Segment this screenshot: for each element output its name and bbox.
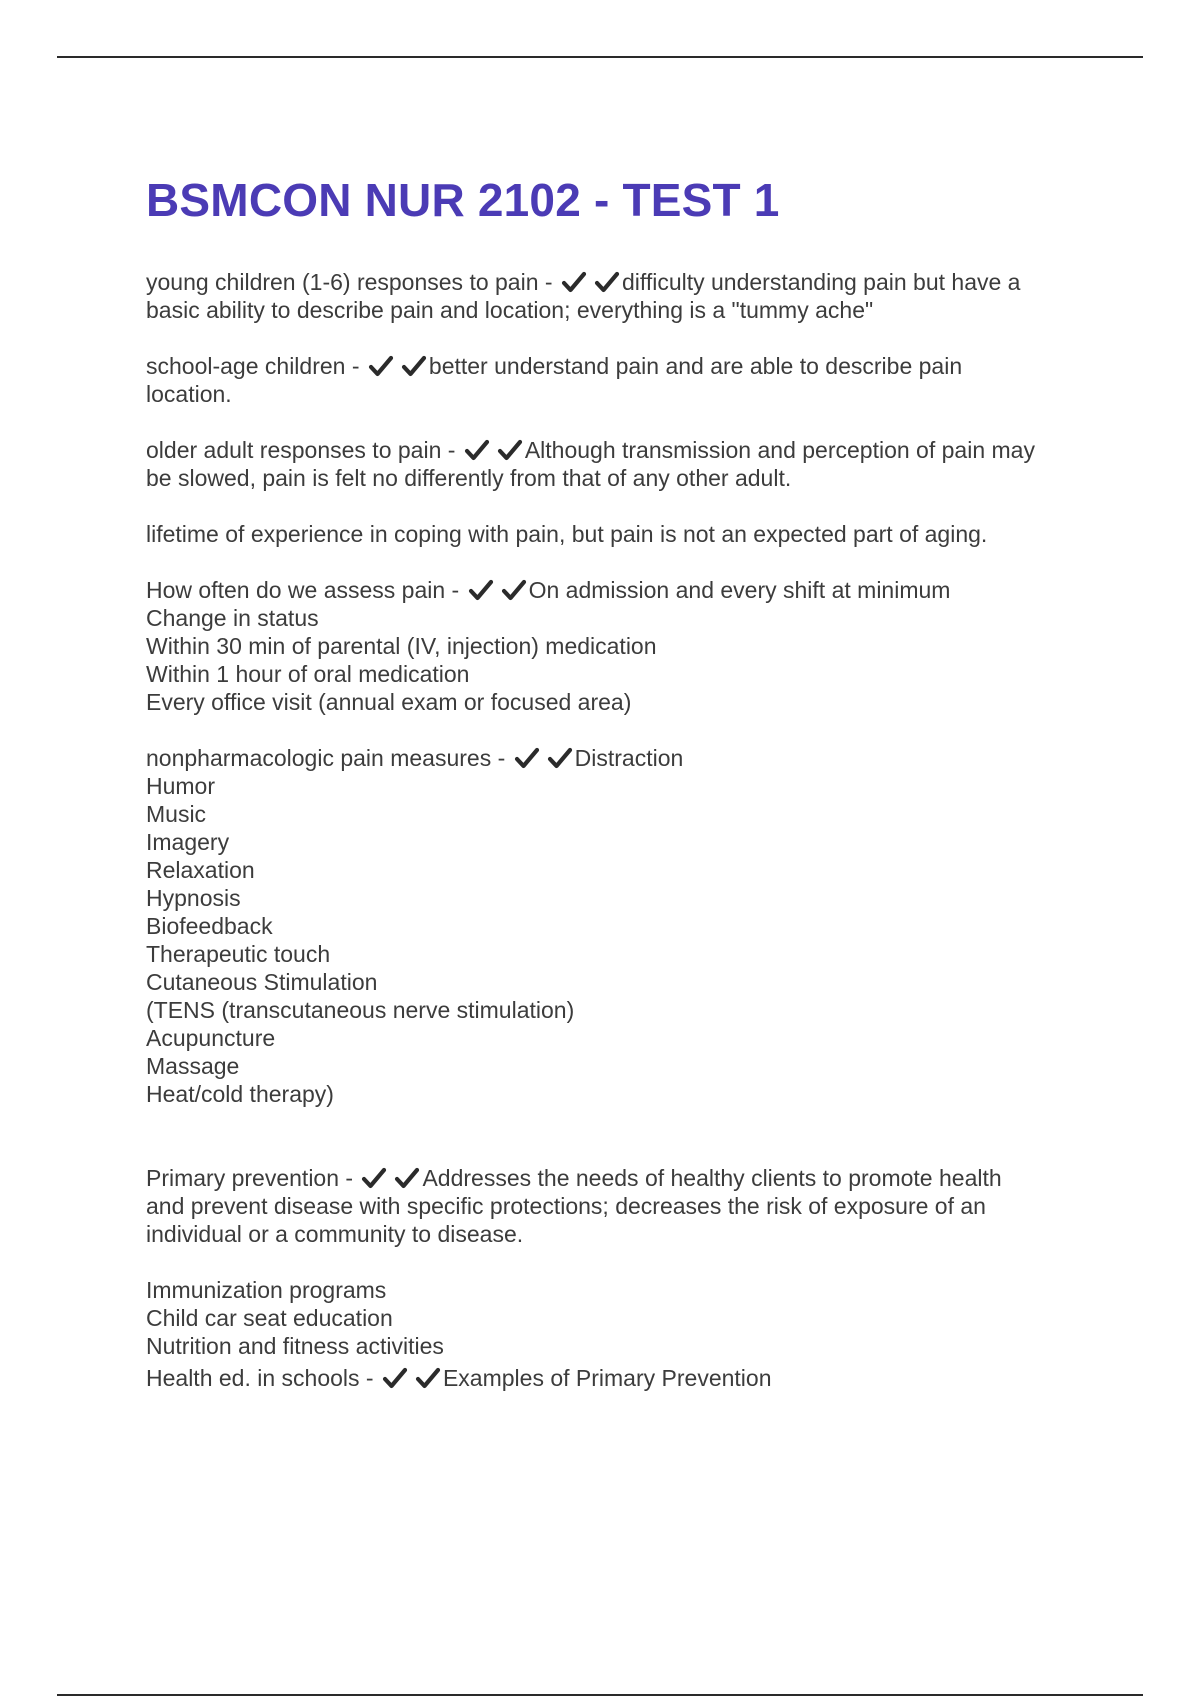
entry-term: school-age children -: [146, 353, 360, 379]
entry-answer-line: and prevent disease with specific protections; decreases the risk of exposure of an: [146, 1193, 986, 1219]
flashcard-entry: [146, 352, 1096, 408]
entry-answer: difficulty understanding pain but have a: [621, 269, 1021, 295]
flashcard-entry: [146, 1364, 1096, 1392]
entry-answer: Distraction: [574, 745, 684, 771]
entry-text-line: lifetime of experience in coping with pain, but pain is not an expected part of aging.: [146, 521, 988, 547]
entry-answer-line: basic ability to describe pain and location; everything is a "tummy ache": [146, 297, 874, 323]
check-mark-icon: [497, 438, 523, 462]
entry-text-line: Immunization programs: [146, 1277, 387, 1303]
document-body: [146, 172, 1096, 1420]
entry-answer-line: Therapeutic touch: [146, 941, 331, 967]
entry-answer-line: Acupuncture: [146, 1025, 276, 1051]
entry-first-line: [146, 268, 1096, 296]
check-mark-icon: [382, 1366, 408, 1390]
flashcard-entry: [146, 1164, 1096, 1248]
entry-first-line: [146, 352, 1096, 380]
entry-answer-line: Imagery: [146, 829, 230, 855]
entry-text-line: Nutrition and fitness activities: [146, 1333, 444, 1359]
entry-first-line: [146, 436, 1096, 464]
entry-term: young children (1-6) responses to pain -: [146, 269, 553, 295]
entry-answer-line: Change in status: [146, 605, 319, 631]
check-mark-icon: [361, 1166, 387, 1190]
entry-first-line: [146, 1164, 1096, 1192]
entry-answer-line: Cutaneous Stimulation: [146, 969, 378, 995]
entry-answer-line: Heat/cold therapy): [146, 1081, 334, 1107]
entry-answer-line: Within 1 hour of oral medication: [146, 661, 470, 687]
check-mark-icon: [561, 270, 587, 294]
entry-answer-line: be slowed, pain is felt no differently from that of any other adult.: [146, 465, 792, 491]
entry-answer: Addresses the needs of healthy clients to promote health: [422, 1165, 1002, 1191]
check-mark-icon: [401, 354, 427, 378]
entry-answer: Examples of Primary Prevention: [442, 1365, 772, 1391]
flashcard-entry: [146, 744, 1096, 1108]
check-mark-icon: [594, 270, 620, 294]
entry-answer-line: Biofeedback: [146, 913, 273, 939]
check-mark-icon: [464, 438, 490, 462]
entry-answer-line: Within 30 min of parental (IV, injection) medication: [146, 633, 657, 659]
entry-answer-line: individual or a community to disease.: [146, 1221, 524, 1247]
entry-answer-line: (TENS (transcutaneous nerve stimulation): [146, 997, 575, 1023]
entry-term: How often do we assess pain -: [146, 577, 460, 603]
entry-answer: better understand pain and are able to describe pain: [428, 353, 963, 379]
entry-text-line: Child car seat education: [146, 1305, 393, 1331]
flashcard-entry: [146, 576, 1096, 716]
entry-answer-line: Music: [146, 801, 207, 827]
check-mark-icon: [514, 746, 540, 770]
flashcard-entry: [146, 436, 1096, 492]
check-mark-icon: [547, 746, 573, 770]
entry-answer-line: Relaxation: [146, 857, 255, 883]
entry-term: Primary prevention -: [146, 1165, 354, 1191]
entry-answer-line: location.: [146, 381, 232, 407]
entry-answer: On admission and every shift at minimum: [528, 577, 951, 603]
check-mark-icon: [501, 578, 527, 602]
check-mark-icon: [468, 578, 494, 602]
flashcard-entry: [146, 520, 1096, 548]
entry-answer-line: Humor: [146, 773, 216, 799]
check-mark-icon: [415, 1366, 441, 1390]
check-mark-icon: [394, 1166, 420, 1190]
flashcard-entry: [146, 268, 1096, 324]
entry-term: Health ed. in schools -: [146, 1365, 374, 1391]
top-rule: [57, 56, 1143, 58]
entry-answer-line: Massage: [146, 1053, 240, 1079]
entry-first-line: [146, 576, 1096, 604]
entry-answer-line: Every office visit (annual exam or focused area): [146, 689, 632, 715]
document-title: BSMCON NUR 2102 - TEST 1: [146, 174, 780, 226]
check-mark-icon: [368, 354, 394, 378]
entry-answer-line: Hypnosis: [146, 885, 241, 911]
entry-answer: Although transmission and perception of pain may: [524, 437, 1035, 463]
flashcard-entry: [146, 1276, 1096, 1360]
entry-term: nonpharmacologic pain measures -: [146, 745, 506, 771]
entry-first-line: [146, 744, 1096, 772]
bottom-rule: [57, 1694, 1143, 1696]
entry-first-line: [146, 1364, 1096, 1392]
entry-term: older adult responses to pain -: [146, 437, 456, 463]
